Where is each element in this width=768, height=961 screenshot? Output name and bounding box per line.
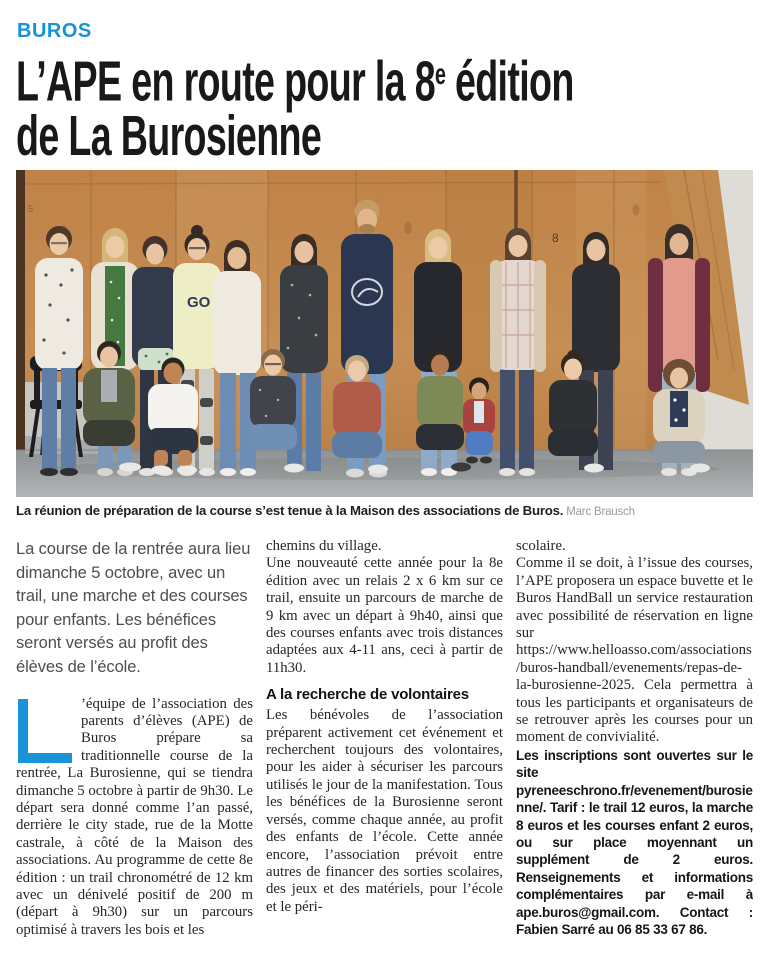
article-body: [16, 538, 753, 948]
body-paragraph: Comme il se doit, à l’issue des courses, l’APE proposera un espace buvette et le Buros HandBall un service restauration avec possibilité de réservation en ligne sur https://www.helloasso.com/associations/buros-handball/evenements/repas-de-la-burosienne-2025. Cela permettra à tous les participants et organisateurs de se retrouver après les courses pour un moment de convivialité.: [516, 555, 753, 746]
body-paragraph: scolaire.: [516, 538, 566, 554]
article-headline: [16, 47, 761, 169]
hoodie-print: GO: [187, 294, 211, 311]
subheading: A la recherche de volontaires: [266, 686, 469, 704]
headline-superscript: e: [434, 58, 446, 91]
body-paragraph: [16, 696, 253, 940]
body-paragraph: chemins du village.: [266, 538, 382, 554]
column-2: [266, 538, 503, 948]
body-text: ’équipe de l’association des parents d’élèves (APE) de Buros prépare sa traditionnelle course de la rentrée, La Burosienne, qui se tiendra dimanche 5 octobre à partir de 9h30. Le départ sera donné comme l’an passé, derrière le city stade, rue de la Motte castrale, à côté de la Maison des associations. Au programme de cette 8e édition : un trail chronométré de 12 km avec un dénivelé positif de 200 m (départ à 9h30) sur un parcours optimisé à travers les bois et les: [16, 695, 253, 938]
wall-mark-right: 8: [552, 231, 559, 245]
headline-text: édition: [445, 49, 574, 114]
dropcap-shape: [23, 699, 72, 758]
headline-line-1: [16, 47, 574, 114]
lead-paragraph: La course de la rentrée aura lieu dimanche 5 octobre, avec un trail, une marche et des courses pour enfants. Les bénéfices seront versés au profit des élèves de l’école.: [16, 540, 251, 676]
group-photo: [16, 170, 753, 497]
wall-mark-left: 5: [28, 204, 34, 214]
column-1: [16, 538, 253, 948]
dropcap-letter-l: [16, 698, 74, 764]
registration-info-paragraph: Les inscriptions sont ouvertes sur le site pyreneeschrono.fr/evenement/burosienne/. Tarif : le trail 12 euros, la marche 8 euros et les courses enfant 2 euros, ou sur place moyennant un supplément de 2 euros. Renseignements et informations complémentaires par e-mail à ape.buros@gmail.com. Contact : Fabien Sarré au 06 85 33 67 86.: [516, 747, 753, 937]
headline-text: L’APE en route pour la 8: [16, 49, 435, 114]
group-photo-illustration: [16, 170, 753, 497]
section-kicker: BUROS: [17, 20, 92, 42]
body-paragraph: Les bénévoles de l’association préparent activement cet événement et recherchent toujours des volontaires, pour les aider à sécuriser les parcours utilisés le jour de la manifestation. Tous les bénéfices de la Burosienne seront versés, comme chaque année, au profit des enfants de l’école. Cette année encore, l’association prévoit entre autres de financer des sorties scolaires, des jeux et des matériels, pour l’école et le péri-: [266, 707, 503, 915]
column-3: [516, 538, 753, 948]
body-paragraph: Une nouveauté cette année pour la 8e édition avec un relais 2 x 6 km sur ce trail, ensuite un parcours de marche de 9 km avec un départ à 9h40, ainsi que des courses enfants avec trois distances adaptées aux 4-11 ans, ceci à partir de 11h30.: [266, 555, 503, 676]
photo-credit: Marc Brausch: [566, 506, 635, 518]
photo-caption: [16, 503, 756, 518]
caption-text: La réunion de préparation de la course s’est tenue à la Maison des associations de Buros.: [16, 503, 564, 518]
headline-line-2: de La Burosienne: [16, 104, 322, 169]
door-frame: [16, 170, 25, 497]
